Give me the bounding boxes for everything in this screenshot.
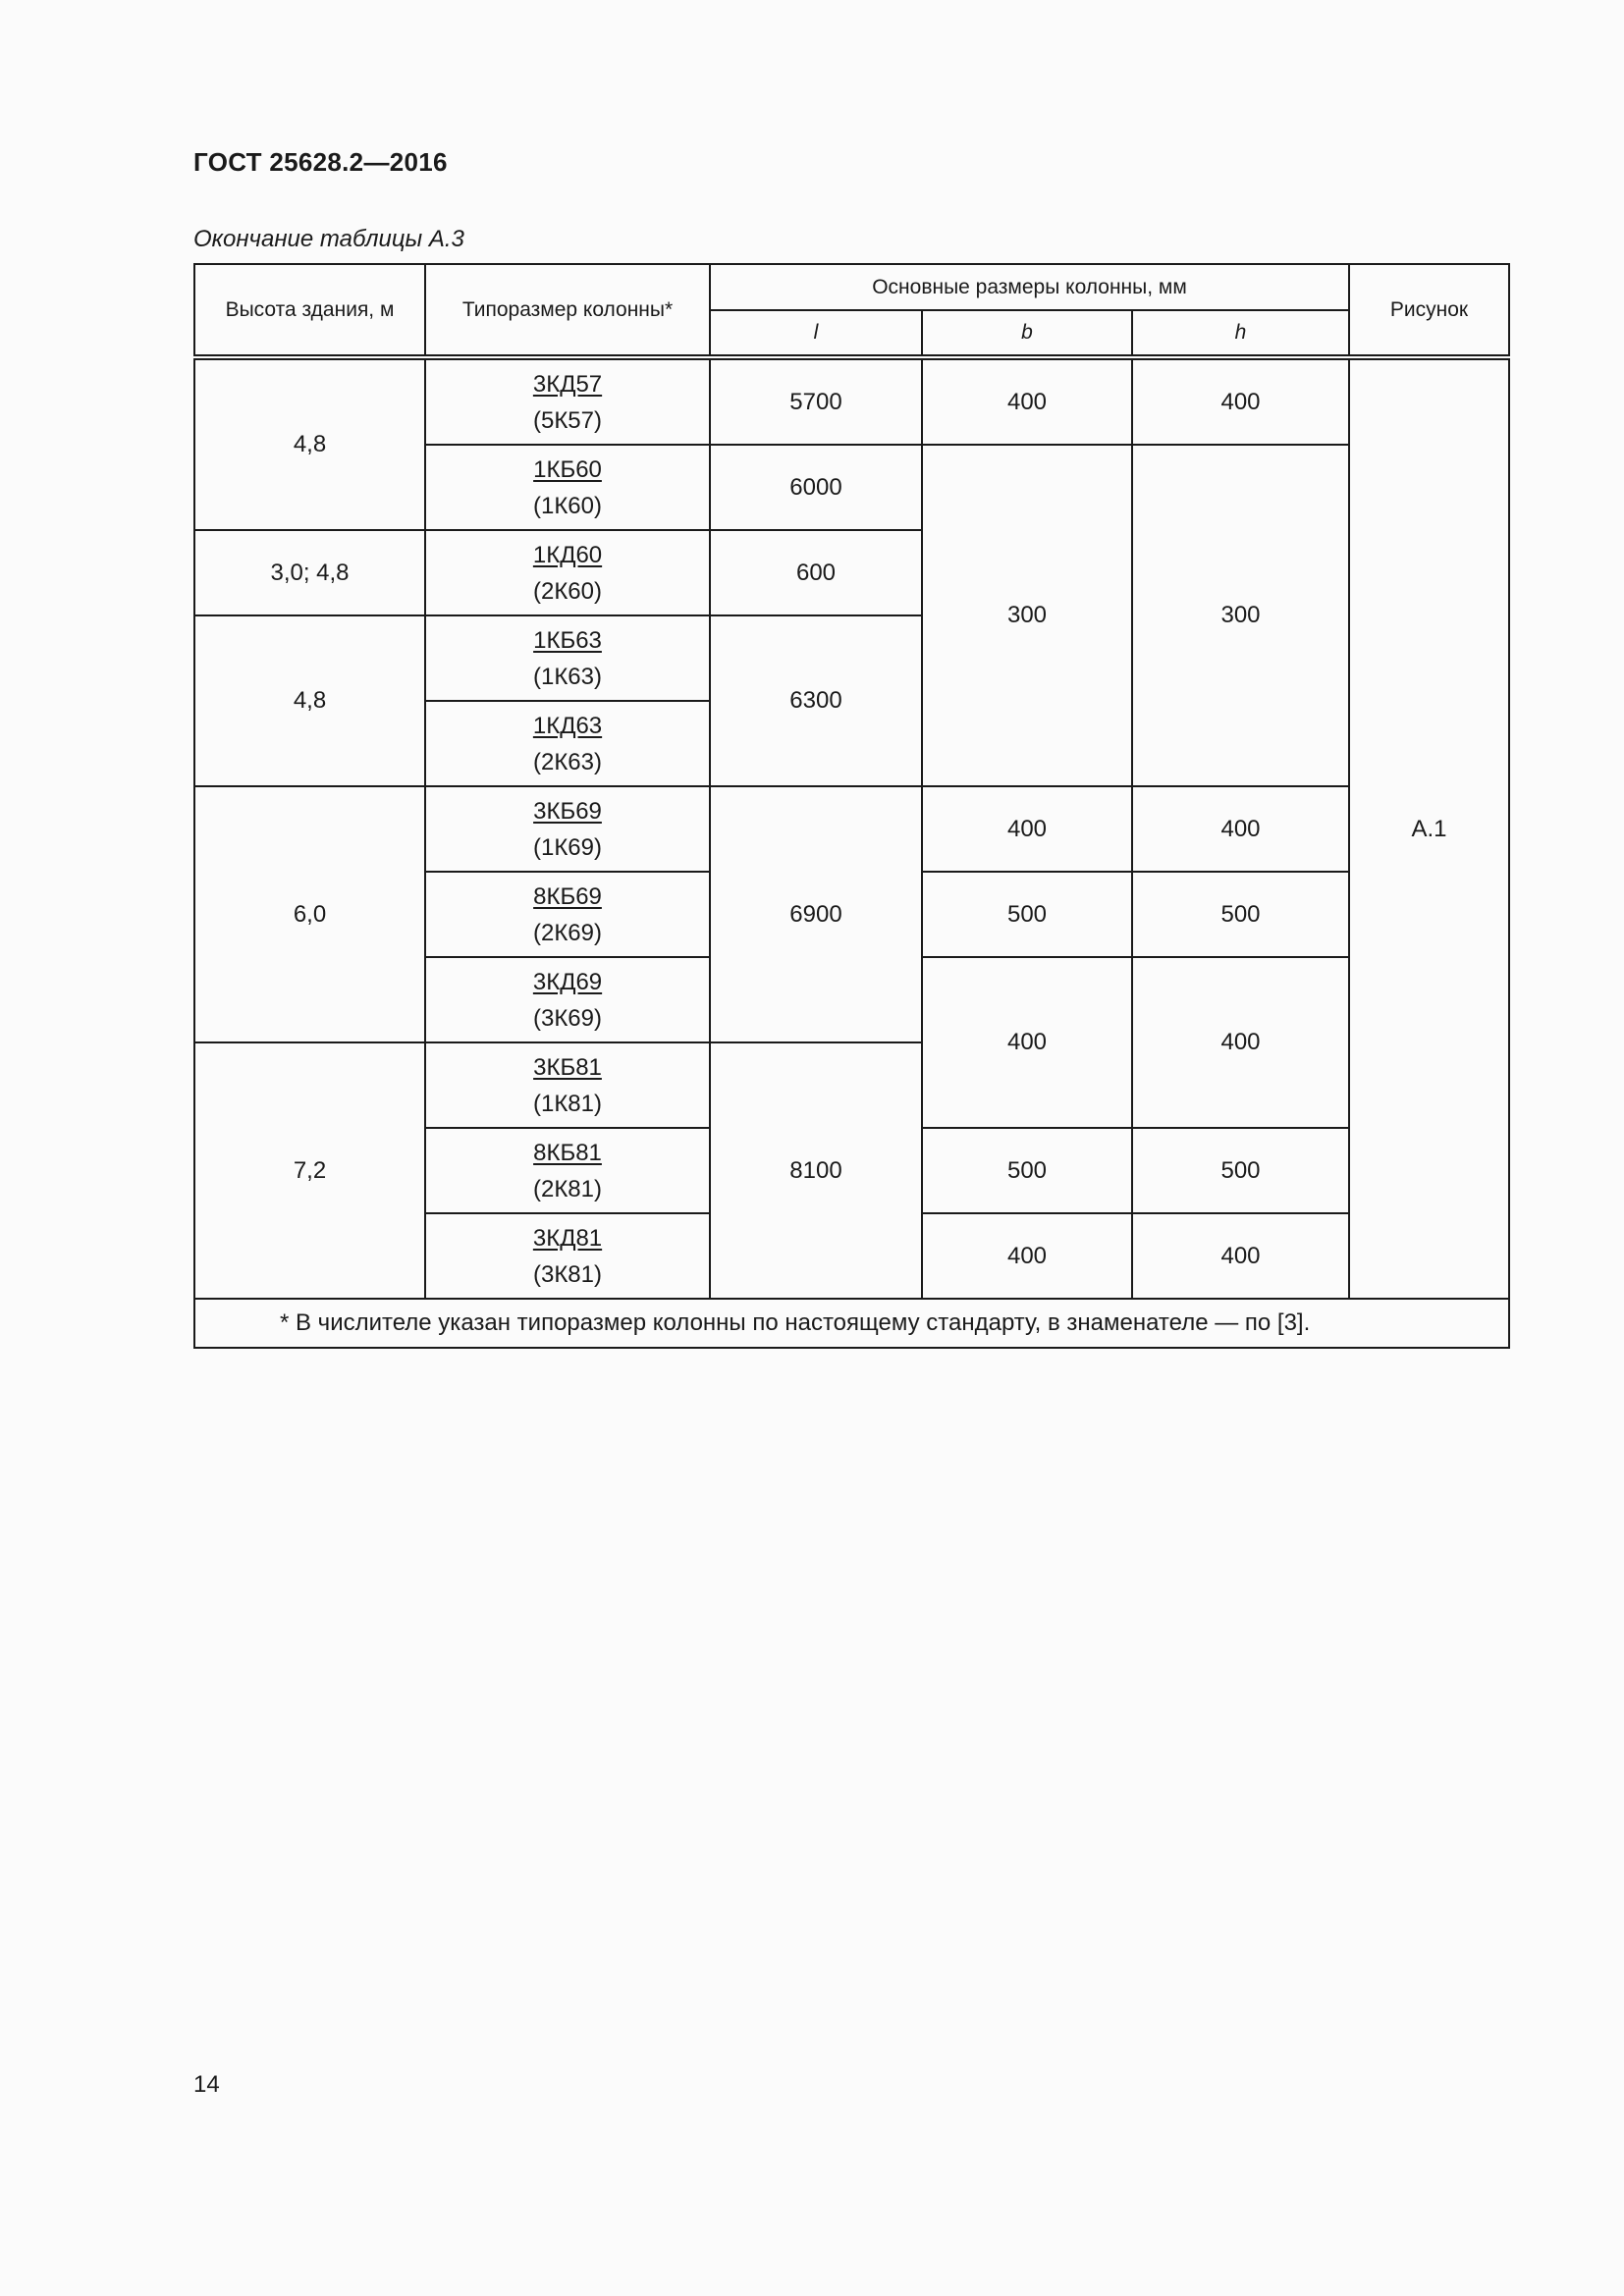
cell-type-size [425,530,710,615]
cell-l: 8100 [710,1042,922,1299]
cell-type-size [425,786,710,872]
type-size-numerator: 3КД69 [532,968,603,995]
type-size-denominator: (1К69) [532,833,602,861]
header-column-type-size: Типоразмер колонны* [425,264,710,357]
type-size-denominator: (1К63) [532,663,602,690]
cell-b: 500 [922,872,1132,957]
table-caption: Окончание таблицы А.3 [193,226,464,252]
page-number: 14 [193,2071,220,2098]
cell-height: 3,0; 4,8 [194,530,425,615]
type-size-numerator: 3КБ69 [533,797,602,825]
type-size-numerator: 3КБ81 [533,1053,602,1081]
type-size-numerator: 3КД81 [532,1224,603,1252]
cell-b: 300 [922,445,1132,786]
cell-l: 5700 [710,357,922,445]
cell-height: 7,2 [194,1042,425,1299]
cell-type-size [425,872,710,957]
cell-h: 500 [1132,1128,1349,1213]
header-building-height: Высота здания, м [194,264,425,357]
table-row [194,786,1509,872]
type-size-denominator: (1К60) [532,492,602,519]
cell-h: 400 [1132,786,1349,872]
cell-h: 300 [1132,445,1349,786]
cell-b: 400 [922,786,1132,872]
cell-b: 400 [922,957,1132,1128]
cell-l: 600 [710,530,922,615]
cell-h: 500 [1132,872,1349,957]
cell-h: 400 [1132,357,1349,445]
type-size-numerator: 1КД60 [532,541,603,568]
header-figure: Рисунок [1349,264,1509,357]
type-size-denominator: (2К81) [532,1175,602,1202]
cell-type-size [425,701,710,786]
header-main-dimensions: Основные размеры колонны, мм [710,264,1349,310]
type-size-denominator: (3К81) [532,1260,602,1288]
cell-type-size [425,357,710,445]
type-size-numerator: 1КБ60 [533,455,602,483]
type-size-denominator: (2К60) [532,577,602,605]
cell-type-size [425,957,710,1042]
type-size-numerator: 8КБ69 [533,882,602,910]
cell-height: 4,8 [194,615,425,786]
header-l: l [710,310,922,357]
type-size-numerator: 1КД63 [532,712,603,739]
cell-type-size [425,1213,710,1299]
table-footnote: * В числителе указан типоразмер колонны по настоящему стандарту, в знаменателе — по [3]. [194,1299,1509,1348]
type-size-denominator: (5К57) [532,406,602,434]
type-size-denominator: (2К63) [532,748,602,775]
type-size-denominator: (1К81) [532,1090,602,1117]
table-row [194,357,1509,445]
type-size-numerator: 8КБ81 [533,1139,602,1166]
type-size-denominator: (3К69) [532,1004,602,1032]
cell-l: 6000 [710,445,922,530]
cell-type-size [425,615,710,701]
cell-b: 400 [922,1213,1132,1299]
type-size-numerator: 1КБ63 [533,626,602,654]
cell-height: 6,0 [194,786,425,1042]
type-size-denominator: (2К69) [532,919,602,946]
cell-h: 400 [1132,1213,1349,1299]
cell-b: 500 [922,1128,1132,1213]
header-h: h [1132,310,1349,357]
cell-type-size [425,1042,710,1128]
cell-type-size [425,1128,710,1213]
cell-type-size [425,445,710,530]
cell-b: 400 [922,357,1132,445]
cell-height: 4,8 [194,357,425,530]
cell-l: 6300 [710,615,922,786]
document-header: ГОСТ 25628.2—2016 [193,147,448,177]
type-size-numerator: 3КД57 [532,370,603,398]
cell-h: 400 [1132,957,1349,1128]
column-dimensions-table [193,263,1510,1349]
cell-figure: А.1 [1349,357,1509,1299]
header-b: b [922,310,1132,357]
cell-l: 6900 [710,786,922,1042]
